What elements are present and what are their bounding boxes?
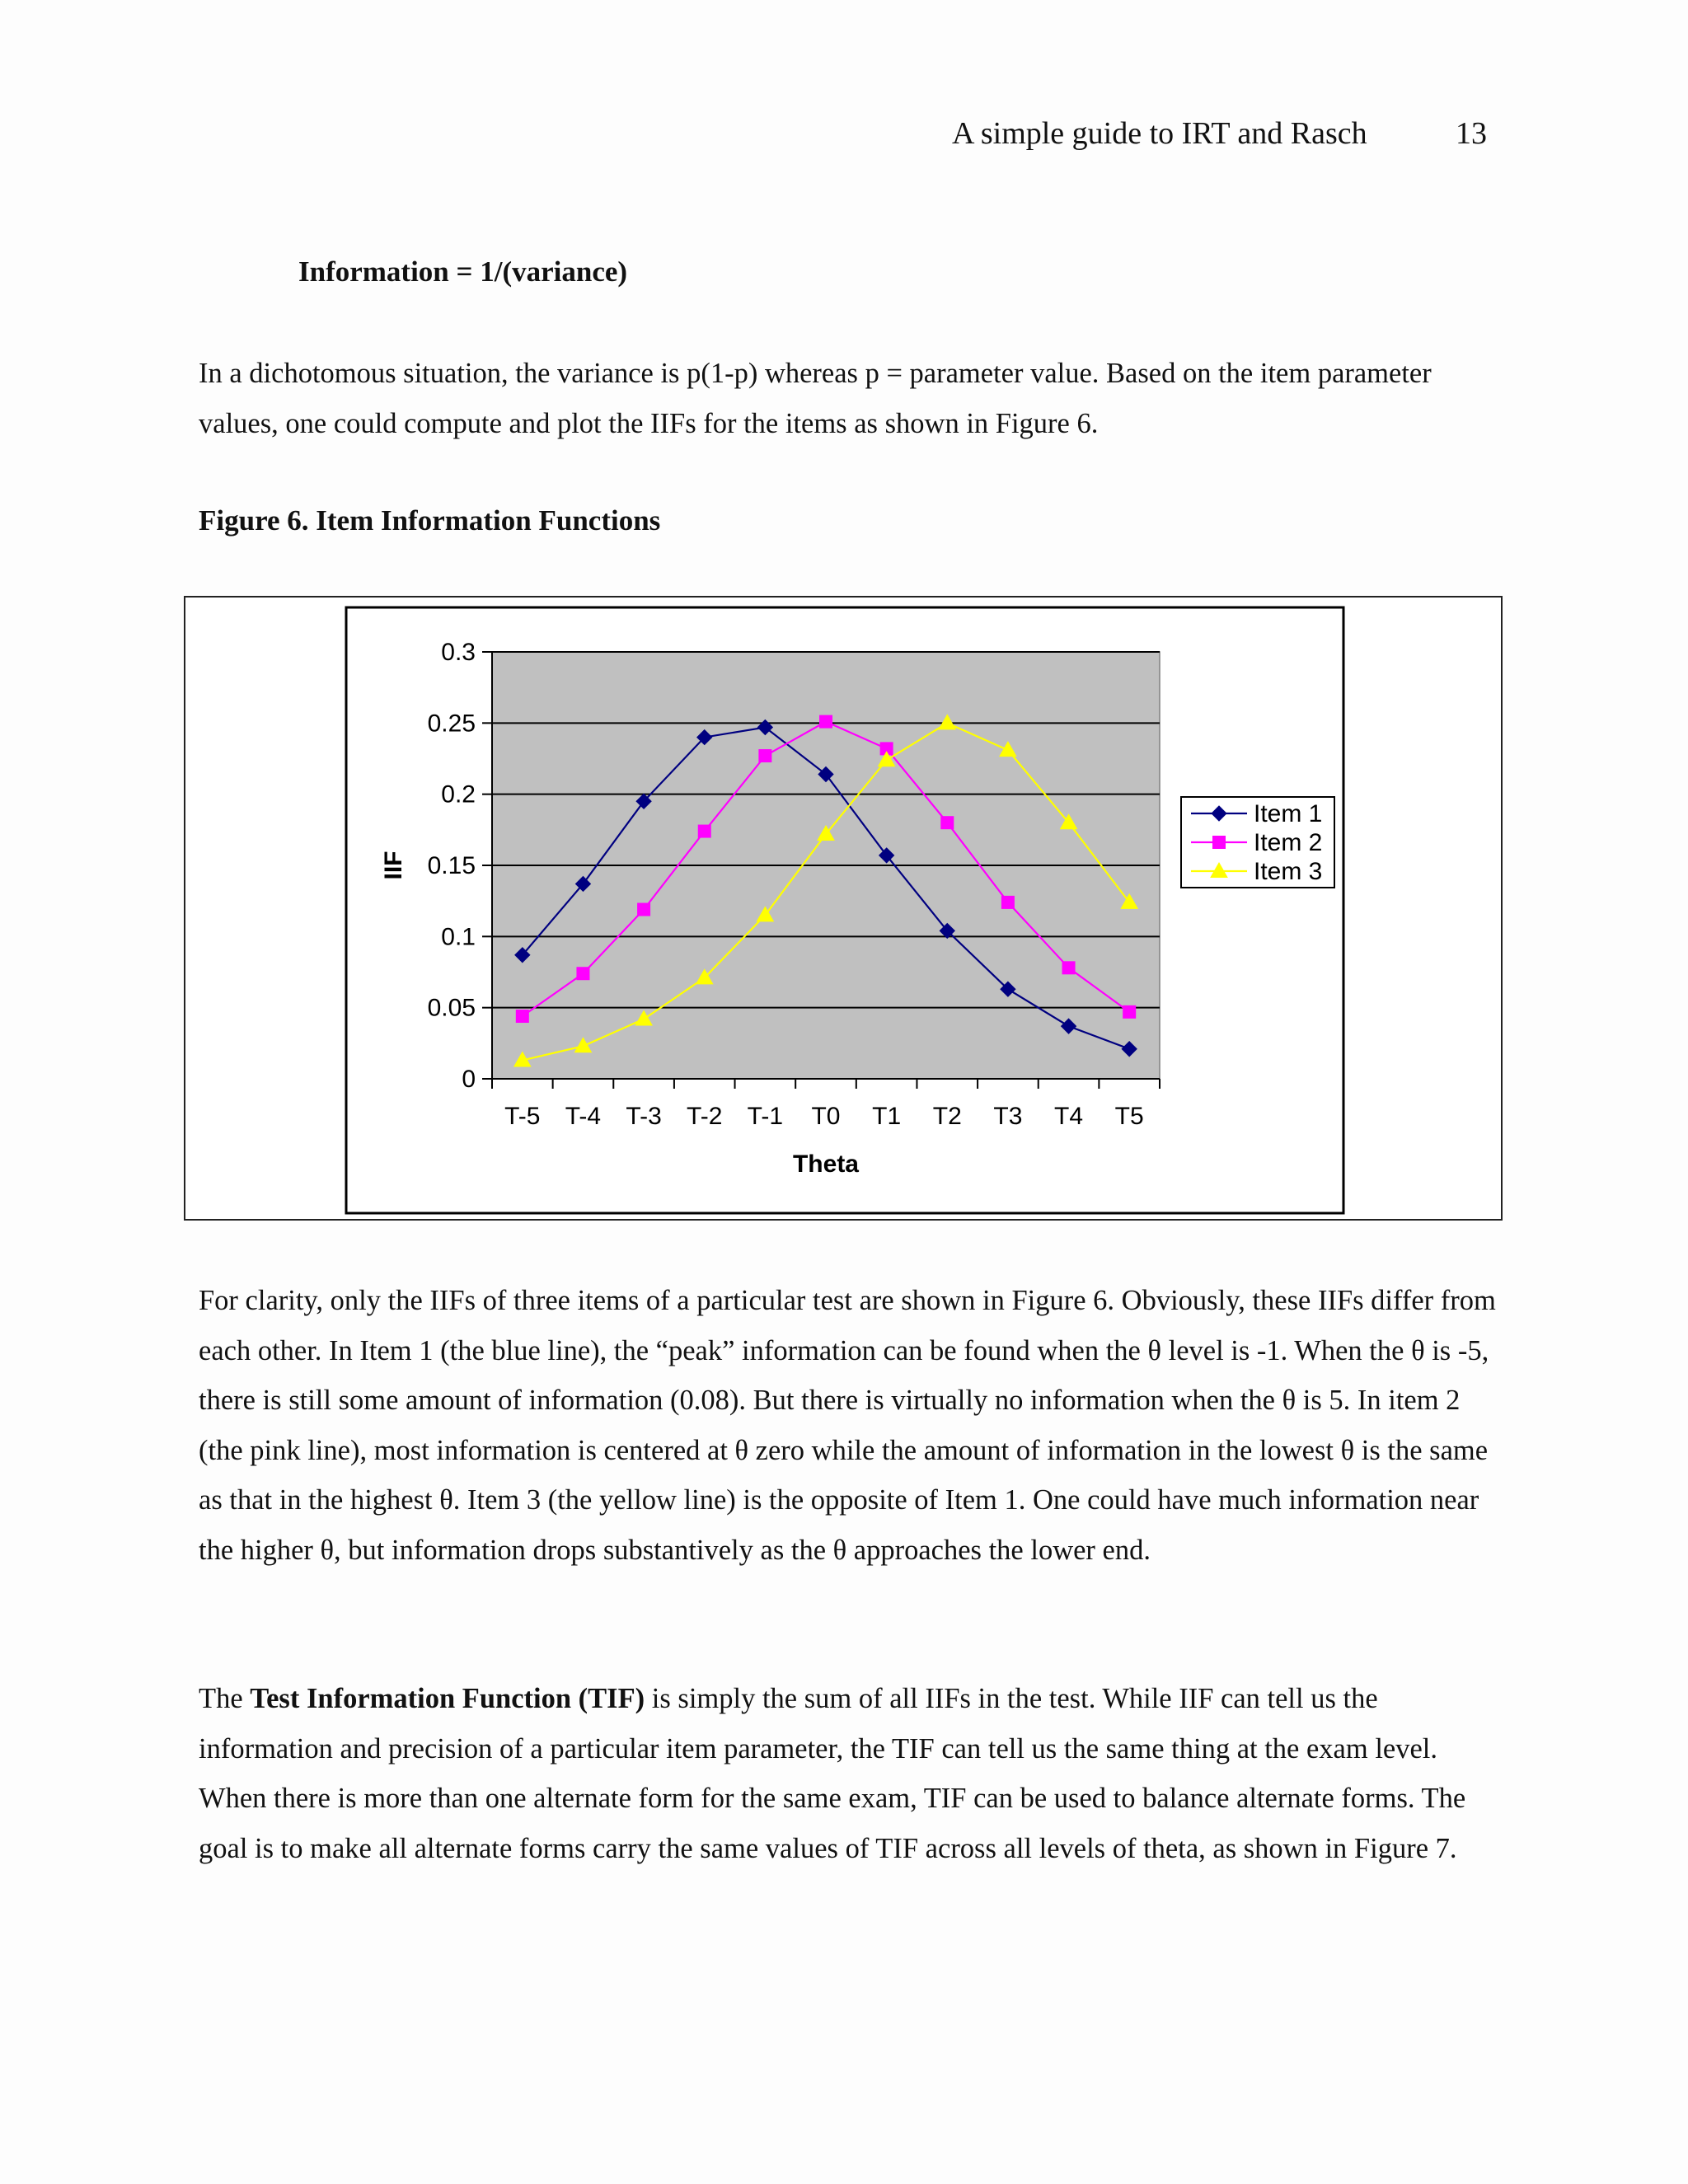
iif-chart — [185, 598, 1504, 1222]
data-point-item-2 — [1062, 962, 1075, 974]
data-point-item-2 — [516, 1010, 528, 1023]
data-point-item-2 — [941, 817, 954, 829]
legend-label-item-2: Item 2 — [1254, 829, 1323, 856]
y-tick-label: 0.2 — [441, 780, 476, 808]
legend-label-item-3: Item 3 — [1254, 858, 1323, 885]
y-tick-label: 0 — [462, 1066, 476, 1093]
legend-marker-item-2 — [1213, 837, 1226, 849]
legend — [1181, 797, 1334, 888]
x-tick-label: T-3 — [626, 1103, 662, 1130]
x-tick-label: T-4 — [565, 1103, 602, 1130]
x-tick-label: T5 — [1114, 1103, 1144, 1130]
information-formula: Information = 1/(variance) — [298, 255, 628, 288]
data-point-item-2 — [698, 825, 710, 837]
y-tick-label: 0.3 — [441, 639, 476, 666]
y-tick-label: 0.05 — [427, 994, 476, 1022]
x-tick-label: T1 — [872, 1103, 902, 1130]
y-tick-label: 0.1 — [441, 923, 476, 951]
paragraph-iif-discussion: For clarity, only the IIFs of three items of a particular test are shown in Figure 6. Obviously, these IIFs differ from each other. In Item 1 (the blue line), the “peak” information can be found when the θ level is -1. When the θ is -5, there is still some amount of information (0.08). But there is virtually no information when the θ is 5. In item 2 (the pink line), most information is centered at θ zero while the amount of information in the lowest θ is the same as that in the highest θ. Item 3 (the yellow line) is the opposite of Item 1. One could have much information near the higher θ, but information drops substantively as the θ approaches the lower end. — [199, 1285, 1496, 1566]
tif-rest: is simply the sum of all IIFs in the test. While IIF can tell us the information and precision of a particular item parameter, the TIF can tell us the same thing at the exam level. When there is more than one alternate form for the same exam, TIF can be used to balance alternate forms. The goal is to make all alternate forms carry the same values of TIF across all levels of theta, as shown in Figure 7. — [199, 1683, 1466, 1864]
y-axis-title: IIF — [380, 851, 407, 880]
y-tick-label: 0.25 — [427, 710, 476, 738]
tif-term: Test Information Function (TIF) — [250, 1683, 645, 1714]
figure-frame — [184, 596, 1503, 1221]
data-point-item-2 — [1001, 896, 1014, 908]
x-tick-label: T4 — [1054, 1103, 1084, 1130]
x-tick-label: T-2 — [687, 1103, 723, 1130]
paragraph-variance: In a dichotomous situation, the variance is p(1-p) whereas p = parameter value. Based on the item parameter values, one could compute and plot the IIFs for the items as shown in Figure 6. — [199, 358, 1432, 439]
y-tick-label: 0.15 — [427, 852, 476, 879]
data-point-item-2 — [820, 715, 832, 728]
x-tick-label: T-1 — [747, 1103, 784, 1130]
x-tick-label: T-5 — [504, 1103, 541, 1130]
running-title: A simple guide to IRT and Rasch — [952, 116, 1367, 151]
tif-prefix: The — [199, 1683, 251, 1714]
data-point-item-2 — [759, 750, 771, 762]
paragraph-tif — [199, 1674, 1501, 1873]
data-point-item-2 — [1123, 1005, 1136, 1018]
data-point-item-2 — [638, 903, 650, 916]
x-axis-title: Theta — [792, 1151, 860, 1178]
legend-label-item-1: Item 1 — [1254, 800, 1323, 827]
x-tick-label: T3 — [993, 1103, 1023, 1130]
data-point-item-2 — [577, 968, 589, 980]
page-number: 13 — [1456, 116, 1487, 151]
x-tick-label: T2 — [932, 1103, 962, 1130]
x-tick-label: T0 — [811, 1103, 841, 1130]
figure-caption: Figure 6. Item Information Functions — [199, 504, 661, 537]
